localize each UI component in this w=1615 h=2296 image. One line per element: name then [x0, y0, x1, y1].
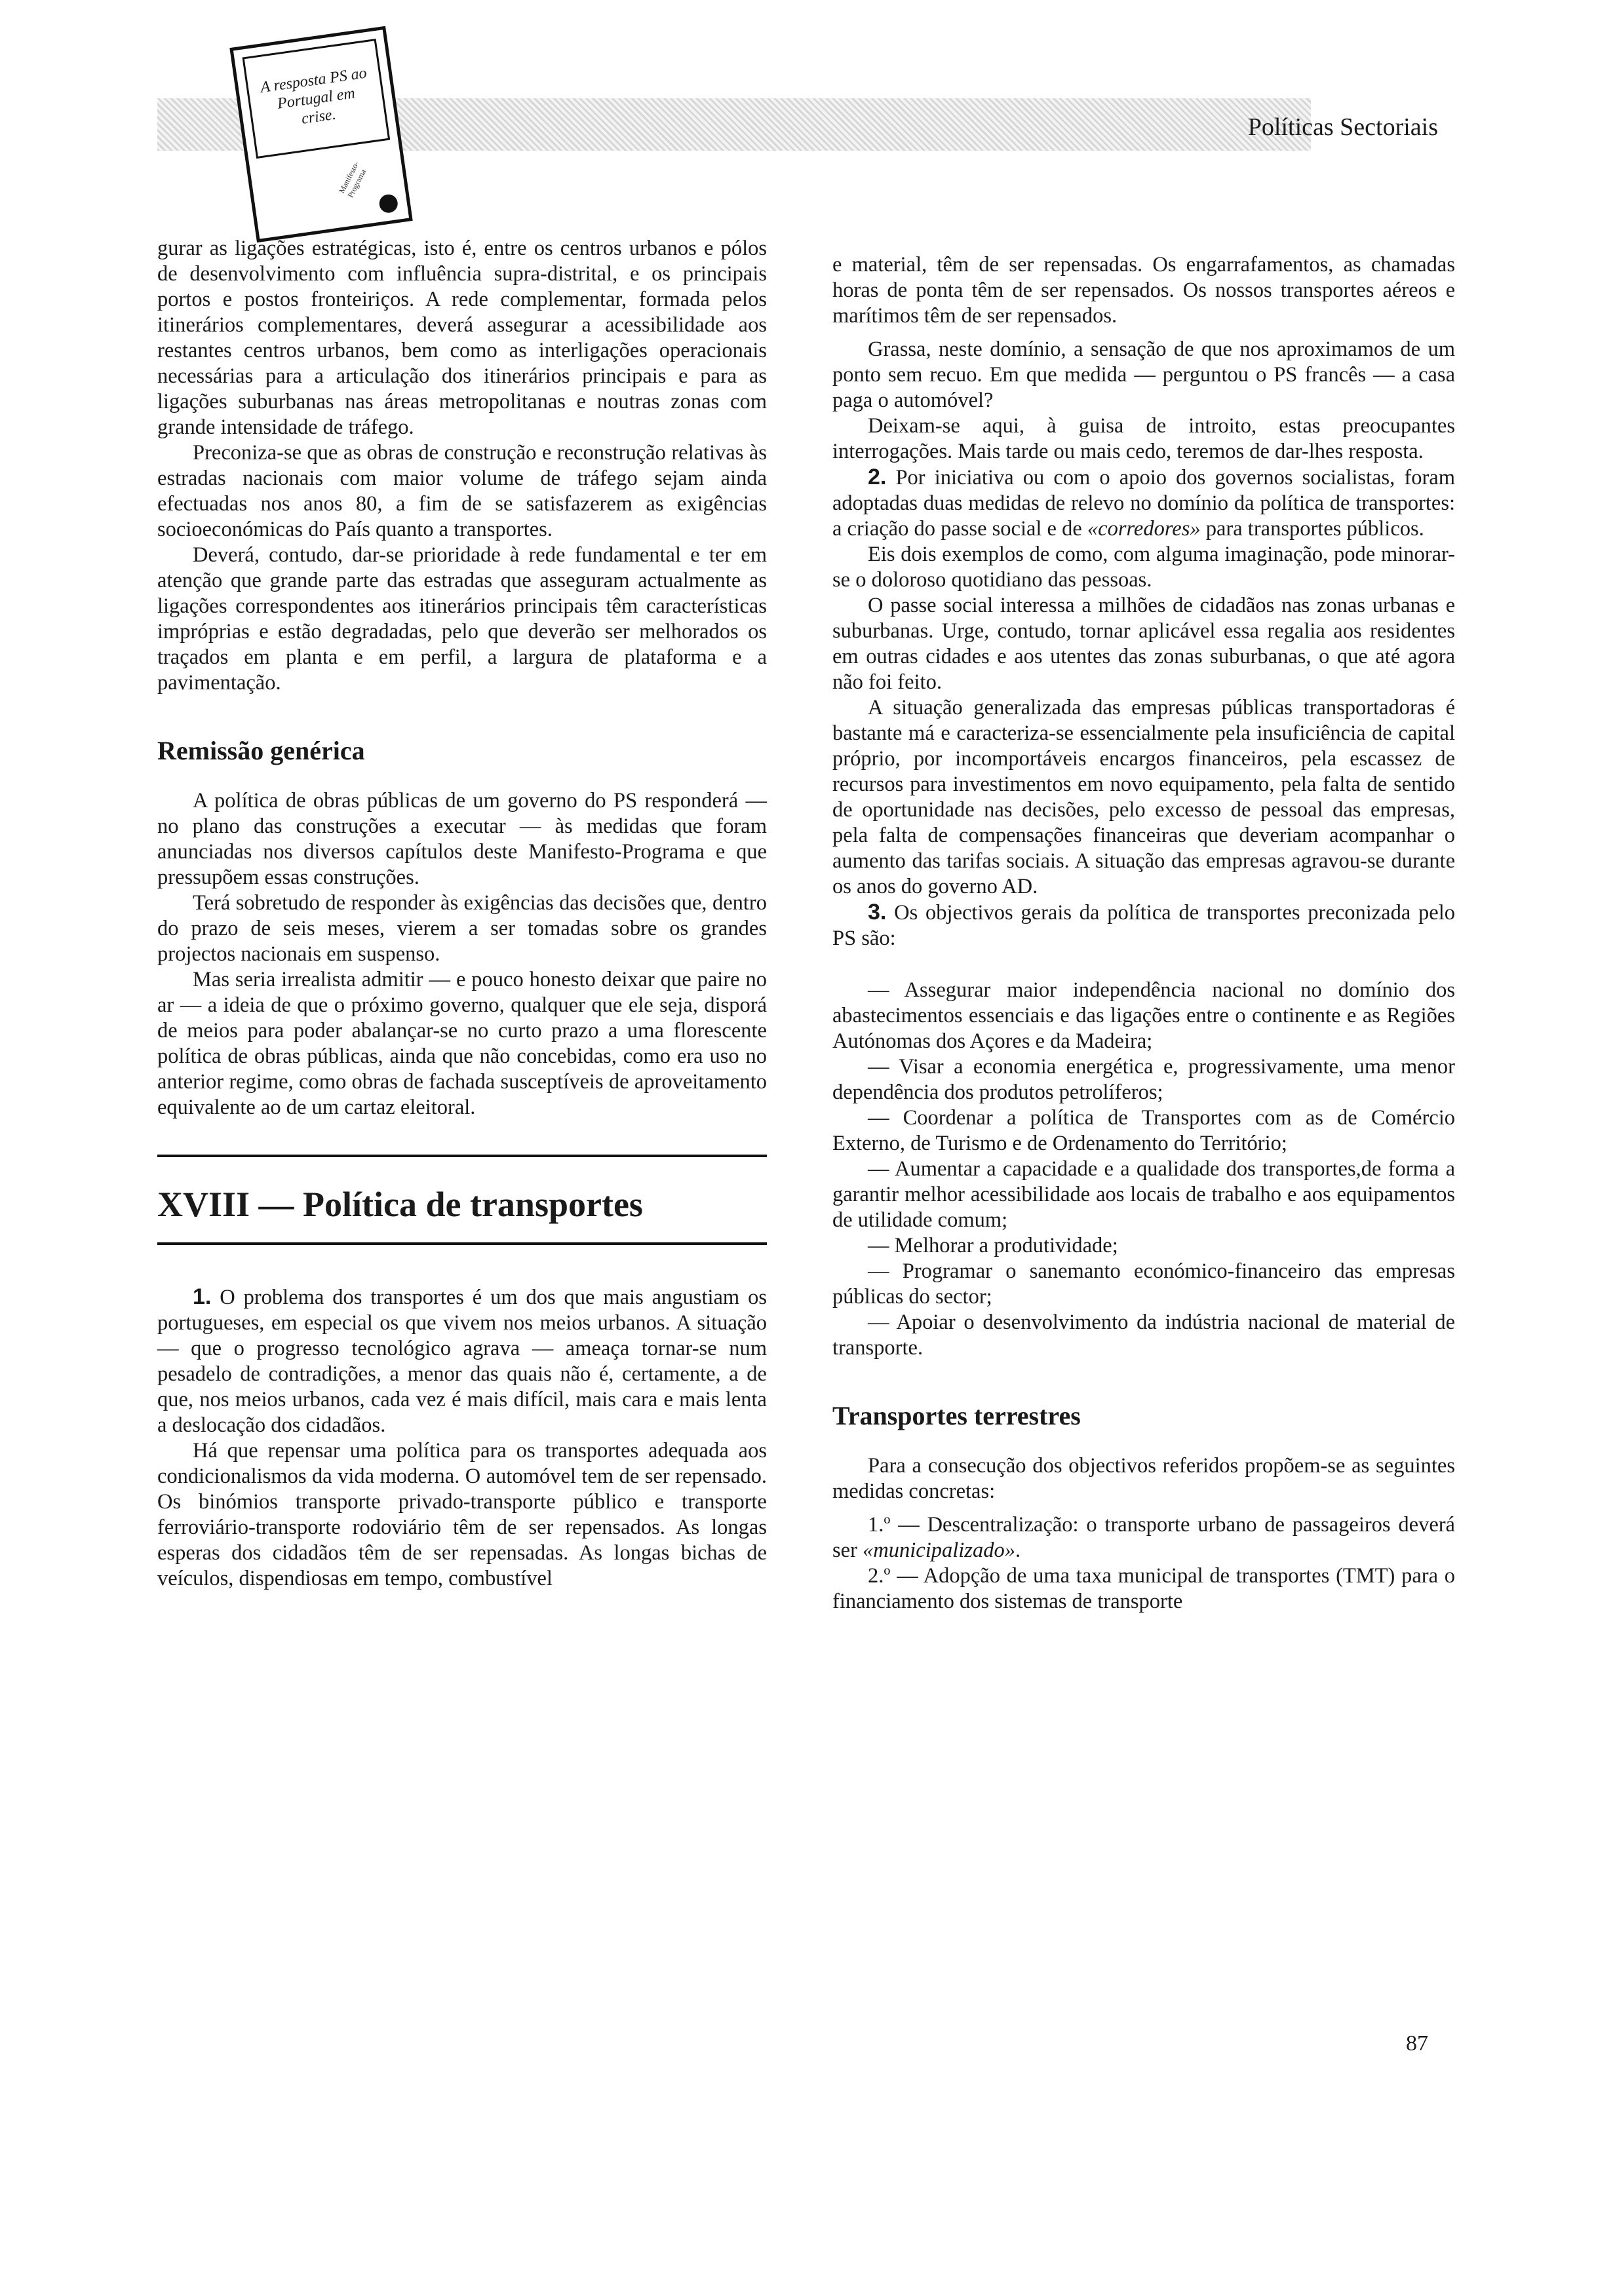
paragraph: Deverá, contudo, dar-se prioridade à rede fundamental e ter em atenção que grande parte das estradas que asseguram actualmente as ligações correspondentes aos itinerários principais têm características impróprias e estão degradadas, pelo que deverão ser melhorados os traçados em planta e em perfil, a largura de plataforma e a pavimentação.	[157, 543, 767, 695]
paragraph: O passe social interessa a milhões de cidadãos nas zonas urbanas e suburbanas. Urge, contudo, tornar aplicável essa regalia aos residentes em outras cidades e aos utentes das zonas suburbanas, o que até agora não foi feito.	[832, 594, 1455, 694]
chapter-heading-block	[157, 1155, 767, 1245]
paragraph: Eis dois exemplos de como, com alguma imaginação, pode minorar-se o doloroso quotidiano das pessoas.	[832, 543, 1455, 592]
objective-item: — Aumentar a capacidade e a qualidade dos transportes,de forma a garantir melhor acessibilidade aos locais de trabalho e aos equipamentos de utilidade comum;	[832, 1157, 1455, 1232]
paragraph: Para a consecução dos objectivos referidos propõem-se as seguintes medidas concretas:	[832, 1454, 1455, 1503]
objective-item: — Melhorar a produtividade;	[868, 1234, 1118, 1257]
paragraph-number: 3.	[868, 900, 887, 925]
paragraph: e material, têm de ser repensadas. Os engarrafamentos, as chamadas horas de ponta têm de ser repensados. Os nossos transportes aéreos e marítimos têm de ser repensados.	[832, 253, 1455, 328]
paragraph: Deixam-se aqui, à guisa de introito, estas preocupantes interrogações. Mais tarde ou mais cedo, teremos de dar-lhes resposta.	[832, 414, 1455, 463]
paragraph-text: Os objectivos gerais da política de transportes preconizada pelo PS são:	[832, 901, 1456, 950]
spacer	[832, 951, 1455, 978]
objective-item: — Apoiar o desenvolvimento da indústria nacional de material de transporte.	[832, 1311, 1455, 1360]
paragraph-number: 2.	[868, 465, 887, 489]
measure-text: 1.º — Descentralização: o transporte urbano de passageiros deverá ser	[832, 1513, 1455, 1562]
logo-text: A resposta PS ao Portugal em crise.	[259, 64, 368, 128]
measure-item	[832, 1512, 1455, 1563]
remissao-heading: Remissão genérica	[157, 736, 365, 765]
paragraph: A política de obras públicas de um governo do PS responderá — no plano das construções a executar — às medidas que foram anunciadas nos diversos capítulos deste Manifesto-Programa e que pressupõem essas construções.	[157, 789, 767, 889]
rose-icon	[378, 193, 399, 214]
paragraph: Terá sobretudo de responder às exigências das decisões que, dentro do prazo de seis meses, vierem a ser tomadas sobre os grandes projectos nacionais em suspenso.	[157, 891, 767, 966]
paragraph: Preconiza-se que as obras de construção e reconstrução relativas às estradas nacionais com maior volume de tráfego sejam ainda efectuadas nos anos 80, a fim de se satisfazerem as exigências socioeconómicas do País quanto a transportes.	[157, 441, 767, 541]
right-column	[832, 252, 1455, 1615]
emphasis: «municipalizado»	[863, 1539, 1015, 1562]
emphasis: «corredores»	[1087, 517, 1201, 541]
objective-item: — Coordenar a política de Transportes com as de Comércio Externo, de Turismo e de Ordenamento do Território;	[832, 1106, 1455, 1155]
measure-item: 2.º — Adopção de uma taxa municipal de transportes (TMT) para o financiamento dos sistemas de transporte	[832, 1564, 1455, 1613]
paragraph: Mas seria irrealista admitir — e pouco honesto deixar que paire no ar — a ideia de que o próximo governo, qualquer que ele seja, disporá de meios para poder abalançar-se no curto prazo a uma florescente política de obras públicas, ainda que não concebidas, como era uso no anterior regime, como obras de fachada susceptíveis de aproveitamento equivalente ao de um cartaz eleitoral.	[157, 968, 767, 1119]
objective-item: — Programar o sanemanto económico-financeiro das empresas públicas do sector;	[832, 1259, 1455, 1309]
objective-item: — Assegurar maior independência nacional no domínio dos abastecimentos essenciais e das ligações entre o continente e as Regiões Autónomas dos Açores e da Madeira;	[832, 978, 1455, 1053]
paragraph	[157, 1284, 767, 1438]
section-title: Políticas Sectoriais	[1247, 113, 1438, 141]
objective-item: — Visar a economia energética e, progressivamente, uma menor dependência dos produtos petrolíferos;	[832, 1055, 1455, 1104]
logo-subtext: Manifesto-Programa	[337, 159, 368, 199]
paragraph: Grassa, neste domínio, a sensação de que nos aproximamos de um ponto sem recuo. Em que medida — perguntou o PS francês — a casa paga o automóvel?	[832, 337, 1455, 412]
paragraph-number: 1.	[193, 1284, 212, 1309]
chapter-title: XVIII — Política de transportes	[157, 1185, 643, 1224]
manifesto-logo	[229, 26, 412, 242]
paragraph	[832, 900, 1455, 951]
terrestres-heading: Transportes terrestres	[832, 1401, 1081, 1430]
paragraph-text: Por iniciativa ou com o apoio dos governos socialistas, foram adoptadas duas medidas de relevo no domínio da política de transportes: a criação do passe social e de	[832, 466, 1455, 541]
paragraph: Há que repensar uma política para os transportes adequada aos condicionalismos da vida moderna. O automóvel tem de ser repensado. Os binómios transporte privado-transporte público e transporte ferroviário-transporte rodoviário têm de ser repensados. As longas esperas dos cidadãos têm de ser repensadas. As longas bichas de veículos, dispendiosas em tempo, combustível	[157, 1439, 767, 1590]
paragraph-text: O problema dos transportes é um dos que mais angustiam os portugueses, em especial os que vivem nos meios urbanos. A situação — que o progresso tecnológico agrava — ameaça tornar-se num pesadelo de contradições, a menor das quais não é, certamente, a de que, nos meios urbanos, cada vez é mais difícil, mais cara e mais lenta a deslocação dos cidadãos.	[157, 1286, 767, 1437]
paragraph-text: para transportes públicos.	[1200, 517, 1424, 541]
measure-end: .	[1015, 1539, 1021, 1562]
page-number: 87	[1406, 2031, 1428, 2056]
paragraph: A situação generalizada das empresas públicas transportadoras é bastante má e caracteriza-se essencialmente pela insuficiência de capital próprio, por incomportáveis encargos financeiros, pela escassez de recursos para investimentos em novo equipamento, pela falta de sentido de oportunidade nas decisões, pelo excesso de pessoal das empresas, pela falta de compensações financeiras que deveriam acompanhar o aumento das tarifas sociais. A situação das empresas agravou-se durante os anos do governo AD.	[832, 696, 1455, 898]
paragraph: gurar as ligações estratégicas, isto é, entre os centros urbanos e pólos de desenvolvimento com influência supra-distrital, e os principais portos e postos fronteiriços. A rede complementar, formada pelos itinerários complementares, deverá assegurar a acessibilidade aos restantes centros urbanos, bem como as interligações operacionais necessárias para a articulação dos itinerários principais e para as ligações suburbanas nas áreas metropolitanas e noutras zonas com grande intensidade de tráfego.	[157, 237, 767, 439]
paragraph	[832, 465, 1455, 542]
left-column	[157, 236, 767, 1592]
